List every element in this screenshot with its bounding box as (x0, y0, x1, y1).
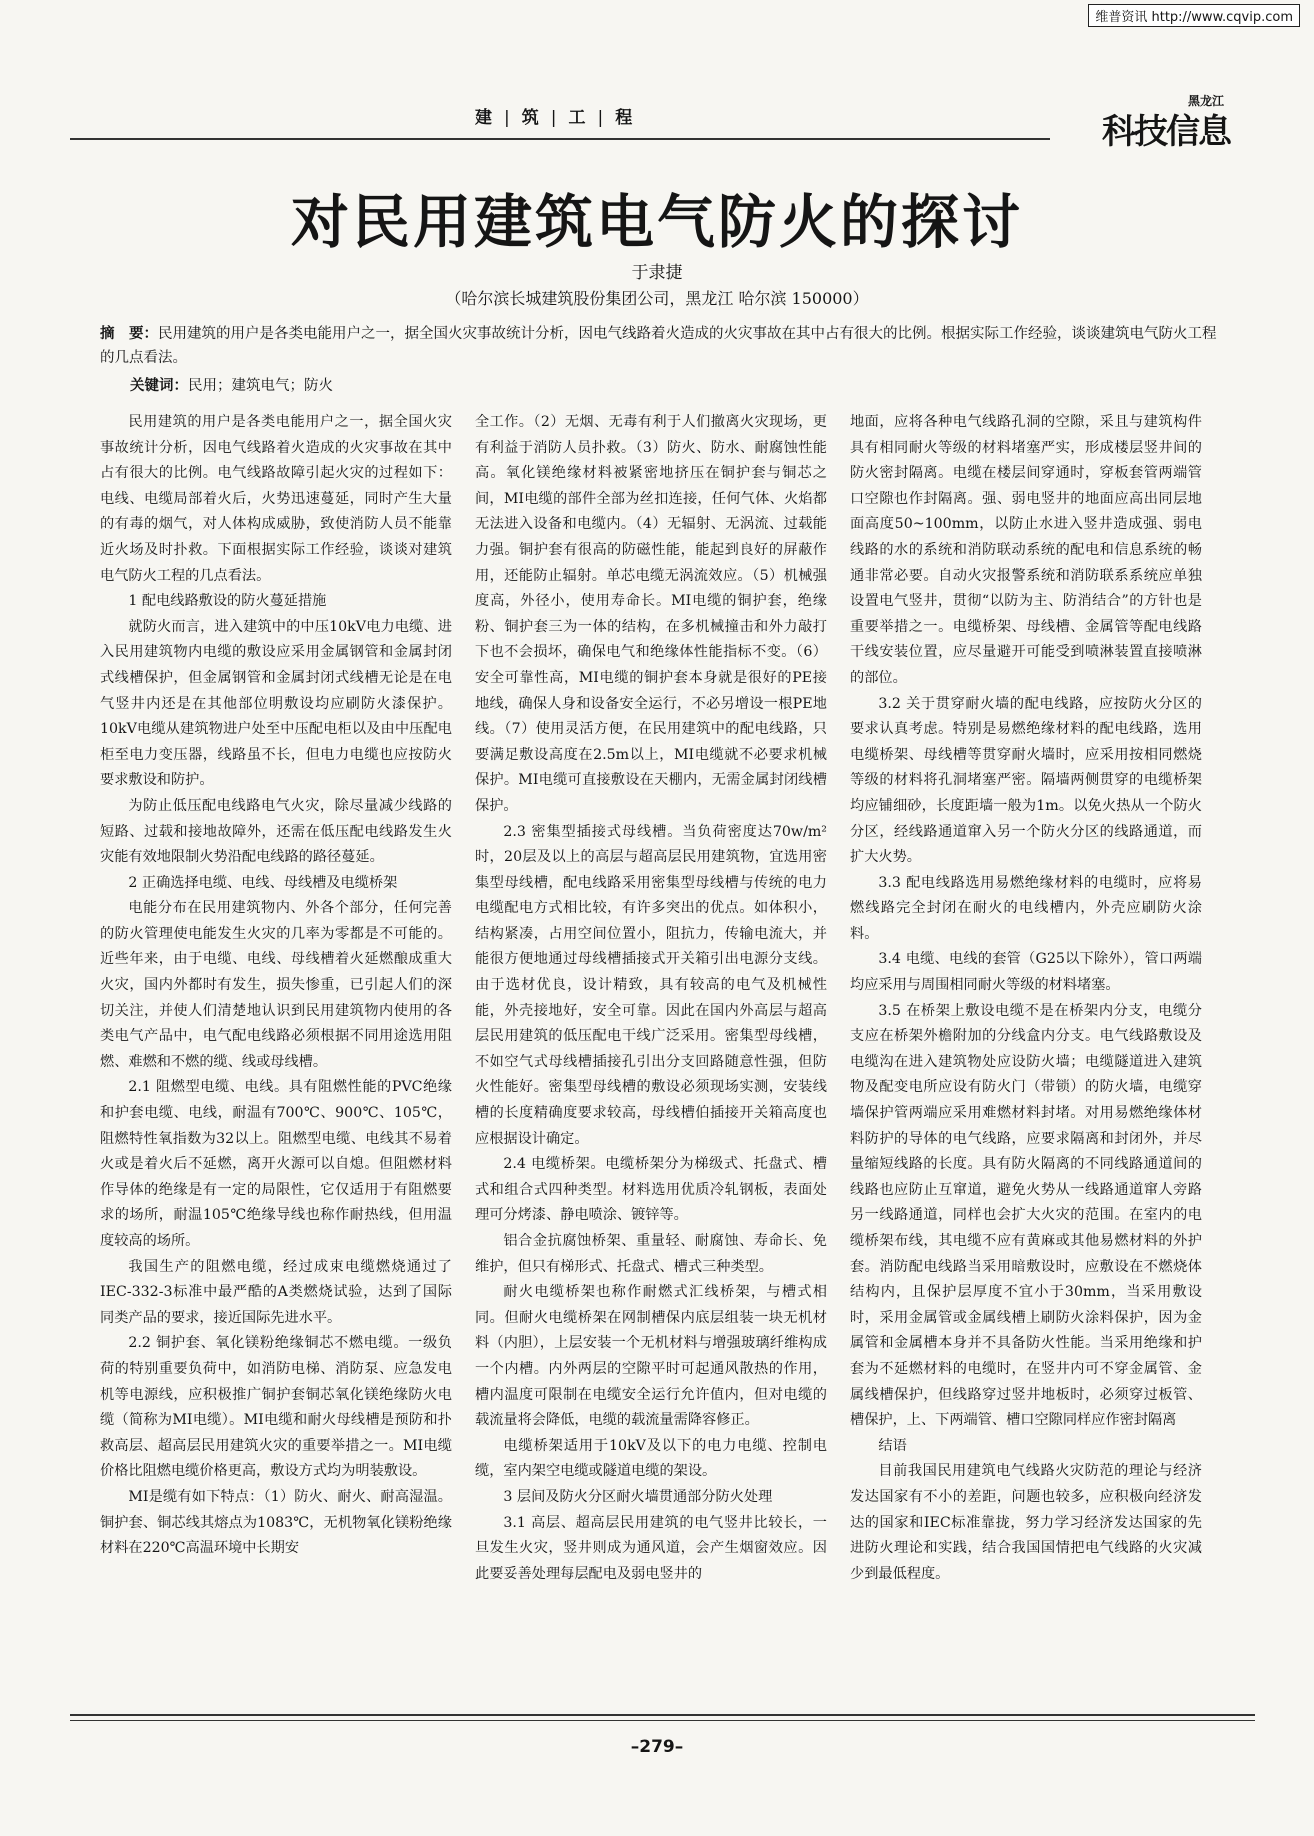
footer-rule (70, 1714, 1255, 1716)
article-affiliation: （哈尔滨长城建筑股份集团公司，黑龙江 哈尔滨 150000） (445, 289, 869, 308)
footer-rule-thin (70, 1720, 1255, 1721)
section-char: 筑 (521, 108, 541, 128)
abstract-label: 摘 要： (100, 326, 158, 342)
paragraph: 为防止低压配电线路电气火灾，除尽量减少线路的短路、过载和接地故障外，还需在低压配电线路发生火灾能有效地限制火势沿配电线路的路径蔓延。 (100, 797, 452, 866)
section-heading: 1 配电线路敷设的防火蔓延措施 (128, 593, 327, 610)
paragraph: 3.1 高层、超高层民用建筑的电气竖井比较长，一旦发生火灾，竖井则成为通风道，会产生烟窗效应。因此要妥善处理每层配电及弱电竖井的 (475, 1514, 827, 1582)
keywords-label: 关键词： (130, 378, 188, 394)
abstract (100, 322, 1230, 370)
paragraph: 地面，应将各种电气线路孔洞的空隙，采且与建筑构件具有相同耐火等级的材料堵塞严实，形成楼层竖井间的防火密封隔离。电缆在楼层间穿通时，穿板套管两端管口空隙也作封隔离。强、弱电竖井的地面应高出同层地面高度50~100mm，以防止水进入竖井造成强、弱电线路的水的系统和消防联动系统的配电和信息系统的畅通非常必要。自动火灾报警系统和消防联系系统应单独设置电气竖井，贯彻“以防为主、防消结合”的方针也是重要举措之一。电缆桥架、母线槽、金属管等配电线路干线安装位置，应尽量避开可能受到喷淋装置直接喷淋的部位。 (850, 414, 1202, 686)
logo-big-text: 科技信息 (1102, 112, 1230, 152)
section-heading: 结语 (878, 1437, 907, 1454)
paragraph: 3.5 在桥架上敷设电缆不是在桥架内分支，电缆分支应在桥架外檐附加的分线盒内分支。电气线路敷设及电缆沟在进入建筑物处应设防火墙；电缆隧道进入建筑物及配变电所应设有防火门（带锁）的防火墙，电缆穿墙保护管两端应采用难燃材料封堵。对用易燃绝缘体材料防护的导体的电气线路，应要求隔离和封闭外，并尽量缩短线路的长度。具有防火隔离的不同线路通道间的线路也应防止互窜道，避免火势从一线路通道窜人旁路另一线路通道，同样也会扩大火灾的范围。在室内的电缆桥架布线，其电缆不应有黄麻或其他易燃材料的外护套。消防配电线路当采用暗敷设时，应敷设在不燃烧体结构内，且保护层厚度不宜小于30mm，当采用敷设时，采用金属管或金属线槽上刷防火涂料保护，因为金属管和金属槽本身并不具备防火性能。当采用绝缘和护套为不延燃材料的电缆时，在竖井内可不穿金属管、金属线槽保护，但线路穿过竖井地板时，必须穿过板管、槽保护，上、下两端管、槽口空隙同样应作密封隔离 (850, 1002, 1202, 1429)
journal-logo (1084, 92, 1234, 152)
paragraph: 就防火而言，进入建筑中的中压10kV电力电缆、进入民用建筑物内电缆的敷设应采用金属钢管和金属封闭式线槽保护，但金属钢管和金属封闭式线槽无论是在电气竖井内还是在其他部位明敷设均应刷防火漆保护。10kV电缆从建筑物进户处至中压配电柜以及由中压配电柜至电力变压器，线路虽不长，但电力电缆也应按防火要求敷设和防护。 (100, 618, 452, 789)
paragraph: 电缆桥架适用于10kV及以下的电力电缆、控制电缆，室内架空电缆或隧道电缆的架设。 (475, 1437, 827, 1480)
paragraph: 全工作。（2）无烟、无毒有利于人们撤离火灾现场，更有利益于消防人员扑救。（3）防火、防水、耐腐蚀性能高。氧化镁绝缘材料被紧密地挤压在铜护套与铜芯之间，MI电缆的部件全部为丝扣连接，任何气体、火焰都无法进入设备和电缆内。（4）无辐射、无涡流、过载能力强。铜护套有很高的防磁性能，能起到良好的屏蔽作用，还能防止辐射。单芯电缆无涡流效应。（5）机械强度高，外径小，使用寿命长。MI电缆的铜护套，绝缘粉、铜护套三为一体的结构，在多机械撞击和外力敲打下也不会损坏，确保电气和绝缘体性能指标不变。（6）安全可靠性高，MI电缆的铜护套本身就是很好的PE接地线，确保人身和设备安全运行，不必另增设一根PE地线。（7）使用灵活方便，在民用建筑中的配电线路，只要满足敷设高度在2.5m以上，MI电缆就不必要求机械保护。MI电缆可直接敷设在天棚内，无需金属封闭线槽保护。 (475, 414, 827, 814)
body-column-1 (100, 410, 452, 1562)
paragraph: 3.3 配电线路选用易燃绝缘材料的电缆时，应将易燃线路完全封闭在耐火的电线槽内，外壳应刷防火涂料。 (850, 874, 1202, 942)
section-heading: 3 层间及防火分区耐火墙贯通部分防火处理 (503, 1488, 773, 1505)
body-column-2 (475, 410, 827, 1587)
paragraph: 3.2 关于贯穿耐火墙的配电线路，应按防火分区的要求认真考虑。特别是易燃绝缘材料的配电线路，选用电缆桥架、母线槽等贯穿耐火墙时，应采用按相同燃烧等级的材料将孔洞堵塞严密。隔墙两侧贯穿的电缆桥架均应铺细砂，长度距墙一般为1m。以免火热从一个防火分区，经线路通道窜入另一个防火分区的线路通道，而扩大火势。 (850, 695, 1202, 866)
paragraph: 目前我国民用建筑电气线路火灾防范的理论与经济发达国家有不小的差距，问题也较多，应积极向经济发达的国家和IEC标准靠拢，努力学习经济发达国家的先进防火理论和实践，结合我国国情把电气线路的火灾减少到最低程度。 (850, 1463, 1202, 1582)
logo-small-text: 黑龙江 (1187, 94, 1224, 108)
article-title: 对民用建筑电气防火的探讨 (290, 188, 1023, 256)
section-char: 工 (568, 108, 588, 128)
paragraph: 3.4 电缆、电线的套管（G25以下除外），管口两端均应采用与周围相同耐火等级的材料堵塞。 (850, 951, 1202, 994)
paragraph: 2.3 密集型插接式母线槽。当负荷密度达70w/m²时，20层及以上的高层与超高层民用建筑物，宜选用密集型母线槽，配电线路采用密集型母线槽与传统的电力电缆配电方式相比较，有许多突出的优点。如体积小，结构紧凑，占用空间位置小，阻抗力，传输电流大，并能很方便地通过母线槽插接式开关箱引出电源分支线。由于选材优良，设计精致，具有较高的电气及机械性能，外壳接地好，安全可靠。因此在国内外高层与超高层民用建筑的低压配电干线广泛采用。密集型母线槽，不如空气式母线槽插接孔引出分支回路随意性强，但防火性能好。密集型母线槽的敷设必须现场实测，安装线槽的长度精确度要求较高，母线槽伯插接开关箱高度也应根据设计确定。 (475, 823, 827, 1147)
section-heading: 2 正确选择电缆、电线、母线槽及电缆桥架 (128, 874, 398, 891)
paragraph: MI是缆有如下特点：（1）防火、耐火、耐高湿温。铜护套、铜芯线其熔点为1083℃，无机物氧化镁粉绝缘材料在220℃高温环境中长期安 (100, 1488, 452, 1557)
watermark-badge: 维普资讯 http://www.cqvip.com (1088, 4, 1300, 27)
section-char: 程 (615, 108, 635, 128)
header-rule (70, 138, 1050, 140)
paragraph: 耐火电缆桥架也称作耐燃式汇线桥架，与槽式相同。但耐火电缆桥架在网制槽保内底层组装一块无机材料（内胆），上层安装一个无机材料与增强玻璃纤维构成一个内槽。内外两层的空隙平时可起通风散热的作用，槽内温度可限制在电缆安全运行允许值内，但对电缆的载流量将会降低，电缆的载流量需降容修正。 (475, 1284, 827, 1429)
paragraph: 民用建筑的用户是各类电能用户之一，据全国火灾事故统计分析，因电气线路着火造成的火灾事故在其中占有很大的比例。电气线路故障引起火灾的过程如下：电线、电缆局部着火后，火势迅速蔓延，同时产生大量的有毒的烟气，对人体构成威胁，致使消防人员不能靠近火场及时扑救。下面根据实际工作经验，谈谈对建筑电气防火工程的几点看法。 (100, 414, 452, 584)
keywords (130, 374, 333, 395)
keywords-text: 民用；建筑电气；防火 (188, 378, 333, 394)
page-number: –279– (630, 1737, 684, 1757)
article-author: 于隶捷 (631, 263, 683, 283)
section-label: 建 | 筑 | 工 | 程 (475, 108, 635, 128)
paragraph: 电能分布在民用建筑物内、外各个部分，任何完善的防火管理使电能发生火灾的几率为零都是不可能的。近些年来，由于电缆、电线、母线槽着火延燃酿成重大火灾，国内外都时有发生，损失惨重，已引起人们的深切关注，并使人们清楚地认识到民用建筑物内使用的各类电气产品中，电气配电线路必须根据不同用途选用阻燃、难燃和不燃的缆、线或母线槽。 (100, 900, 452, 1070)
paragraph: 2.2 铜护套、氧化镁粉绝缘铜芯不燃电缆。一级负荷的特别重要负荷中，如消防电梯、消防泵、应急发电机等电源线，应积极推广铜护套铜芯氧化镁绝缘防火电缆（简称为MI电缆）。MI电缆和耐火母线槽是预防和扑救高层、超高层民用建筑火灾的重要举措之一。MI电缆价格比阻燃电缆价格更高，敷设方式均为明装敷设。 (100, 1335, 452, 1480)
paragraph: 我国生产的阻燃电缆，经过成束电缆燃烧通过了IEC-332-3标准中最严酷的A类燃烧试验，达到了国际同类产品的要求，接近国际先进水平。 (100, 1258, 452, 1326)
abstract-text: 民用建筑的用户是各类电能用户之一，据全国火灾事故统计分析，因电气线路着火造成的火灾事故在其中占有很大的比例。根据实际工作经验，谈谈建筑电气防火工程的几点看法。 (100, 326, 1217, 366)
paragraph: 2.4 电缆桥架。电缆桥架分为梯级式、托盘式、槽式和组合式四种类型。材料选用优质冷轧钢板，表面处理可分烤漆、静电喷涂、镀锌等。 (475, 1156, 827, 1224)
section-char: 建 (475, 108, 494, 128)
paragraph: 2.1 阻燃型电缆、电线。具有阻燃性能的PVC绝缘和护套电缆、电线，耐温有700℃、900℃、105℃，阻燃特性氧指数为32以上。阻燃型电缆、电线其不易着火或是着火后不延燃，离开火源可以自熄。但阻燃材料作导体的绝缘是有一定的局限性，它仅适用于有阻燃要求的场所，耐温105℃绝缘导线也称作耐热线，但用温度较高的场所。 (100, 1079, 452, 1249)
body-column-3 (850, 410, 1202, 1587)
paragraph: 铝合金抗腐蚀桥架、重量轻、耐腐蚀、寿命长、免维护，但只有梯形式、托盘式、槽式三种类型。 (475, 1233, 827, 1275)
